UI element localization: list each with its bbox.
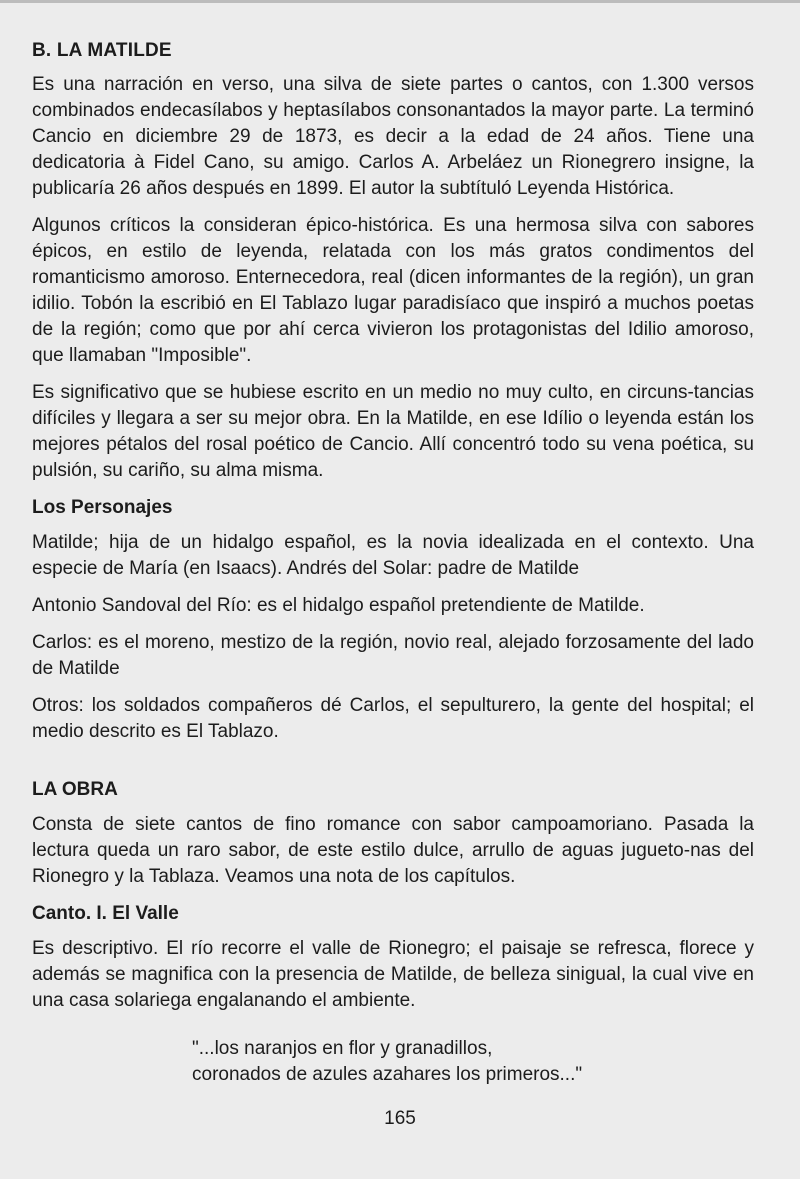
page-number: 165 <box>384 1108 416 1129</box>
top-edge-rule <box>0 0 800 3</box>
section-title: B. LA MATILDE <box>32 40 172 61</box>
canto-heading: Canto. I. El Valle <box>32 903 179 924</box>
verse-quote <box>192 1036 754 1088</box>
obra-heading: LA OBRA <box>32 779 118 800</box>
personaje-otros: Otros: los soldados compañeros dé Carlos, el sepulturero, la gente del hospital; el medio descrito es El Tablazo. <box>32 695 754 742</box>
personajes-heading: Los Personajes <box>32 497 173 518</box>
personaje-carlos: Carlos: es el moreno, mestizo de la región, novio real, alejado forzosamente del lado de Matilde <box>32 632 754 679</box>
page-content <box>32 38 754 1088</box>
intro-paragraph-1: Es una narración en verso, una silva de siete partes o cantos, con 1.300 versos combinados endecasílabos y heptasílabos consonantados la mayor parte. La terminó Cancio en diciembre 29 de 1873, es decir a la edad de 24 años. Tiene una dedicatoria à Fidel Cano, su amigo. Carlos A. Arbeláez un Rionegrero insigne, la publicaría 26 años después en 1899. El autor la subtítuló Leyenda Histórica. <box>32 74 754 199</box>
personaje-matilde: Matilde; hija de un hidalgo español, es la novia idealizada en el contexto. Una especie de María (en Isaacs). Andrés del Solar: padre de Matilde <box>32 532 754 579</box>
intro-paragraph-2: Algunos críticos la consideran épico-histórica. Es una hermosa silva con sabores épicos, en estilo de leyenda, relatada con los más gratos condimentos del romanticismo amoroso. Enternecedora, real (dicen informantes de la región), un gran idilio. Tobón la escribió en El Tablazo lugar paradisíaco que inspiró a muchos poetas de la región; como que por ahí cerca vivieron los protagonistas del Idilio amoroso, que llamaban "Imposible". <box>32 215 754 366</box>
canto-paragraph: Es descriptivo. El río recorre el valle de Rionegro; el paisaje se refresca, florece y además se magnifica con la presencia de Matilde, de belleza sinigual, la cual vive en una casa solariega engalanando el ambiente. <box>32 938 754 1011</box>
personaje-antonio: Antonio Sandoval del Río: es el hidalgo español pretendiente de Matilde. <box>32 595 645 616</box>
obra-paragraph: Consta de siete cantos de fino romance con sabor campoamoriano. Pasada la lectura queda un raro sabor, de este estilo dulce, arrullo de aguas jugueto-nas del Rionegro y la Tablaza. Veamos una nota de los capítulos. <box>32 814 754 887</box>
intro-paragraph-3: Es significativo que se hubiese escrito en un medio no muy culto, en circuns-tancias difíciles y llegara a ser su mejor obra. En la Matilde, en ese Idílio o leyenda están los mejores pétalos del rosal poético de Cancio. Allí concentró todo su vena poética, su pulsión, su cariño, su alma misma. <box>32 382 754 481</box>
verse-line-2: coronados de azules azahares los primeros..." <box>192 1064 583 1085</box>
verse-line-1: "...los naranjos en flor y granadillos, <box>192 1038 493 1059</box>
